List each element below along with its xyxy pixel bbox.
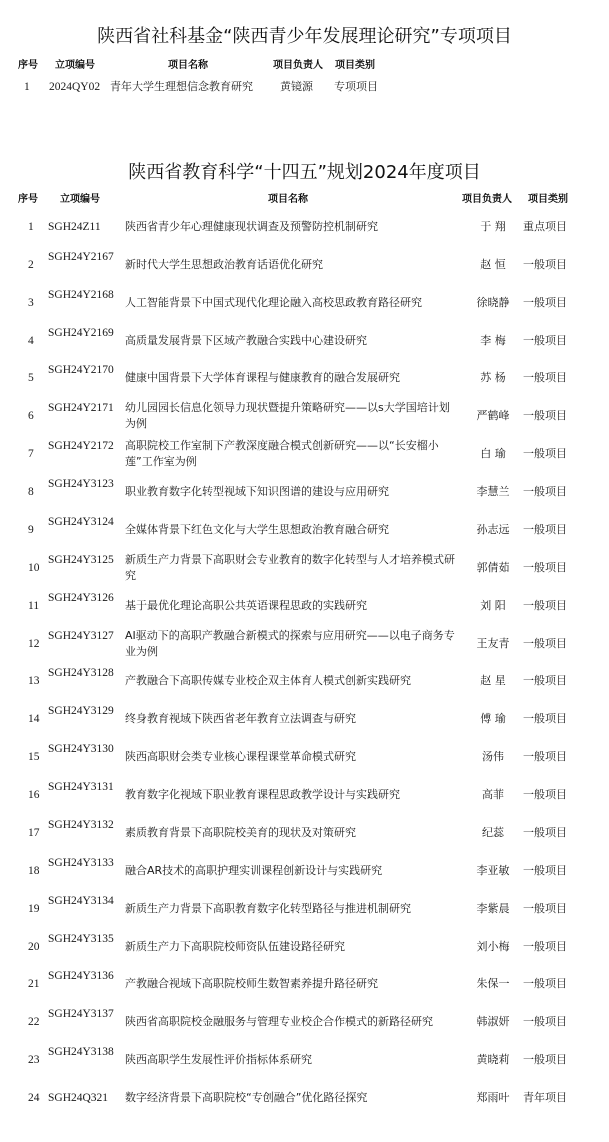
table-row-leader: 韩淑妍 xyxy=(476,1015,510,1029)
table2-title: 陕西省教育科学“十四五”规划2024年度项目 xyxy=(128,162,481,183)
table-row-code: SGH24Z11 xyxy=(48,221,101,233)
table-row-code: SGH24Y2168 xyxy=(48,288,114,301)
table-row-leader: 李 梅 xyxy=(480,333,506,347)
table-row-category: 一般项目 xyxy=(523,712,567,726)
table-row-category: 一般项目 xyxy=(523,674,567,688)
table-row-category: 一般项目 xyxy=(523,371,567,385)
table-row-leader: 郭倩茹 xyxy=(476,560,510,574)
table1-title: 陕西省社科基金“陕西青少年发展理论研究”专项项目 xyxy=(97,26,512,47)
table-row-category: 一般项目 xyxy=(523,901,567,915)
table-row-name: 全媒体背景下红色文化与大学生思想政治教育融合研究 xyxy=(125,522,389,536)
table-row-no: 6 xyxy=(28,410,34,423)
table-row-leader: 刘小梅 xyxy=(476,939,510,953)
table-row-name: 幼儿园园长信息化领导力现状暨提升策略研究——以s大学国培计划为例 xyxy=(125,401,450,431)
table-row-leader: 黄晓莉 xyxy=(476,1053,510,1067)
table-row-code: SGH24Y3133 xyxy=(48,856,114,869)
table-row-code: SGH24Y3132 xyxy=(48,818,114,831)
table1-row-no: 1 xyxy=(24,81,30,93)
table-row-no: 20 xyxy=(28,940,40,953)
table1-row-category: 专项项目 xyxy=(334,80,378,93)
table-row-name: AI驱动下的高职产教融合新模式的探索与应用研究——以电子商务专业为例 xyxy=(125,628,455,658)
table-row-no: 10 xyxy=(28,561,40,574)
table-row-code: SGH24Y2167 xyxy=(48,250,114,263)
table1-header-name: 项目名称 xyxy=(168,60,208,71)
table-row-code: SGH24Y3138 xyxy=(48,1046,114,1059)
table-row-name: 素质教育背景下高职院校美育的现状及对策研究 xyxy=(125,825,356,839)
table1-row-code: 2024QY02 xyxy=(49,81,101,93)
table-row-no: 19 xyxy=(28,902,40,915)
table-row-name: 陕西高职财会类专业核心课程课堂革命模式研究 xyxy=(125,750,356,764)
table-row-name: 健康中国背景下大学体育课程与健康教育的融合发展研究 xyxy=(125,371,400,385)
table-row-no: 21 xyxy=(28,978,40,991)
table-row-no: 16 xyxy=(28,789,40,802)
table-row-no: 8 xyxy=(28,486,34,499)
table-row-no: 24 xyxy=(28,1092,40,1104)
table-row-category: 一般项目 xyxy=(523,825,567,839)
table-row-no: 22 xyxy=(28,1016,40,1029)
table1-header-category: 项目类别 xyxy=(335,60,375,71)
table-row-name: 高质量发展背景下区域产教融合实践中心建设研究 xyxy=(125,333,367,347)
table-row-name: 新质生产力背景下高职教育数字化转型路径与推进机制研究 xyxy=(125,901,411,915)
table-row-category: 一般项目 xyxy=(523,409,567,423)
table-row-no: 12 xyxy=(28,637,40,650)
table-row-leader: 李慧兰 xyxy=(476,485,510,499)
table-row-leader: 高菲 xyxy=(482,788,504,802)
table-row-category: 一般项目 xyxy=(523,977,567,991)
table-row-name: 新质生产力背景下高职财会专业教育的数字化转型与人才培养模式研究 xyxy=(125,552,455,582)
table-row-no: 7 xyxy=(28,448,34,461)
table-row-leader: 严鹤峰 xyxy=(476,409,510,423)
table-row-code: SGH24Y3124 xyxy=(48,515,114,528)
table-row-category: 一般项目 xyxy=(523,333,567,347)
table2-header-category: 项目类别 xyxy=(528,194,568,205)
table-row-no: 11 xyxy=(28,599,40,612)
table-row-category: 一般项目 xyxy=(523,788,567,802)
table-row-leader: 于 翔 xyxy=(480,220,506,233)
table-row-name: 数字经济背景下高职院校“专创融合”优化路径探究 xyxy=(125,1091,368,1104)
table-row-category: 一般项目 xyxy=(523,598,567,612)
table-row-no: 13 xyxy=(28,675,40,688)
table-row-code: SGH24Y2172 xyxy=(48,440,114,453)
table-row-code: SGH24Y3134 xyxy=(48,894,114,907)
table-row-name: 产教融合下高职传媒专业校企双主体育人模式创新实践研究 xyxy=(125,674,411,688)
table-row-category: 一般项目 xyxy=(523,560,567,574)
table-row-code: SGH24Y3127 xyxy=(48,629,114,642)
table-row-code: SGH24Y2169 xyxy=(48,326,114,339)
table-row-category: 重点项目 xyxy=(523,220,567,233)
table-row-category: 一般项目 xyxy=(523,636,567,650)
table-row-leader: 王友青 xyxy=(476,636,510,650)
table-row-name: 教育数字化视域下职业教育课程思政教学设计与实践研究 xyxy=(125,788,400,802)
table-row-name: 人工智能背景下中国式现代化理论融入高校思政教育路径研究 xyxy=(125,295,422,309)
table-row-leader: 纪蕊 xyxy=(482,825,504,839)
table-row-leader: 赵 星 xyxy=(480,674,506,688)
table2-header-name: 项目名称 xyxy=(268,194,308,205)
table-row-no: 23 xyxy=(28,1054,40,1067)
table-row-leader: 赵 恒 xyxy=(480,257,506,271)
table-row-no: 18 xyxy=(28,864,40,877)
table-row-name: 融合AR技术的高职护理实训课程创新设计与实践研究 xyxy=(125,863,383,877)
table2-header-leader: 项目负责人 xyxy=(462,194,512,205)
table-row-code: SGH24Y3126 xyxy=(48,591,114,604)
table-row-category: 一般项目 xyxy=(523,485,567,499)
table-row-no: 17 xyxy=(28,826,40,839)
table-row-leader: 苏 杨 xyxy=(480,371,506,385)
table1-row-name: 青年大学生理想信念教育研究 xyxy=(110,80,253,93)
table-row-leader: 朱保一 xyxy=(476,977,510,991)
table-row-leader: 李亚敏 xyxy=(476,863,510,877)
table-row-leader: 孙志远 xyxy=(476,522,510,536)
table-row-code: SGH24Y3131 xyxy=(48,781,114,794)
table-row-name: 产教融合视域下高职院校师生数智素养提升路径研究 xyxy=(125,977,378,991)
table-row-leader: 汤伟 xyxy=(482,750,504,764)
table-row-leader: 李紫晨 xyxy=(476,901,510,915)
table-row-category: 一般项目 xyxy=(523,295,567,309)
table-row-name: 陕西省青少年心理健康现状调查及预警防控机制研究 xyxy=(125,220,378,233)
table-row-category: 一般项目 xyxy=(523,939,567,953)
table-row-category: 一般项目 xyxy=(523,750,567,764)
table-row-code: SGH24Y3137 xyxy=(48,1008,114,1021)
table-row-no: 15 xyxy=(28,751,40,764)
table-row-name: 终身教育视域下陕西省老年教育立法调查与研究 xyxy=(125,712,356,726)
table-row-code: SGH24Y3130 xyxy=(48,743,114,756)
table-row-category: 青年项目 xyxy=(523,1091,567,1104)
table-row-code: SGH24Q321 xyxy=(48,1092,109,1104)
table-row-leader: 徐晓静 xyxy=(476,295,510,309)
table-row-no: 1 xyxy=(28,221,34,233)
table-row-name: 基于最优化理论高职公共英语课程思政的实践研究 xyxy=(125,598,367,612)
table-row-no: 5 xyxy=(28,372,34,385)
table-row-no: 4 xyxy=(28,334,34,347)
table1-header-code: 立项编号 xyxy=(55,60,95,71)
table-row-no: 2 xyxy=(28,258,34,271)
table-row-leader: 刘 阳 xyxy=(480,598,506,612)
table-row-name: 陕西高职学生发展性评价指标体系研究 xyxy=(125,1053,312,1067)
table-row-code: SGH24Y3125 xyxy=(48,553,114,566)
table-row-category: 一般项目 xyxy=(523,447,567,461)
table-row-no: 9 xyxy=(28,523,34,536)
table-row-leader: 傅 瑜 xyxy=(480,712,506,726)
table-row-category: 一般项目 xyxy=(523,863,567,877)
table-row-name: 新时代大学生思想政治教育话语优化研究 xyxy=(125,257,323,271)
table1-row-leader: 黄镜源 xyxy=(280,80,313,93)
table-row-name: 陕西省高职院校金融服务与管理专业校企合作模式的新路径研究 xyxy=(125,1015,433,1029)
table-row-code: SGH24Y3123 xyxy=(48,478,114,491)
table2-header-no: 序号 xyxy=(18,194,38,205)
table-row-code: SGH24Y2171 xyxy=(48,402,114,415)
table-row-leader: 白 瑜 xyxy=(480,447,506,461)
table-row-code: SGH24Y3128 xyxy=(48,667,114,680)
table-row-name: 新质生产力下高职院校师资队伍建设路径研究 xyxy=(125,939,345,953)
table-row-code: SGH24Y2170 xyxy=(48,364,114,377)
table-row-category: 一般项目 xyxy=(523,1015,567,1029)
table2-header-code: 立项编号 xyxy=(60,194,100,205)
table-row-code: SGH24Y3135 xyxy=(48,932,114,945)
table-row-category: 一般项目 xyxy=(523,257,567,271)
table-row-code: SGH24Y3136 xyxy=(48,970,114,983)
table1-header-leader: 项目负责人 xyxy=(273,60,323,71)
table-row-no: 3 xyxy=(28,296,34,309)
table1-header-no: 序号 xyxy=(18,60,38,71)
table-row-category: 一般项目 xyxy=(523,522,567,536)
table-row-category: 一般项目 xyxy=(523,1053,567,1067)
table-row-no: 14 xyxy=(28,713,40,726)
table-row-name: 职业教育数字化转型视域下知识图谱的建设与应用研究 xyxy=(125,485,389,499)
table-row-leader: 郑雨叶 xyxy=(476,1091,510,1104)
table-row-code: SGH24Y3129 xyxy=(48,705,114,718)
table-row-name: 高职院校工作室制下产教深度融合模式创新研究——以“长安榴小莲”工作室为例 xyxy=(125,439,439,469)
